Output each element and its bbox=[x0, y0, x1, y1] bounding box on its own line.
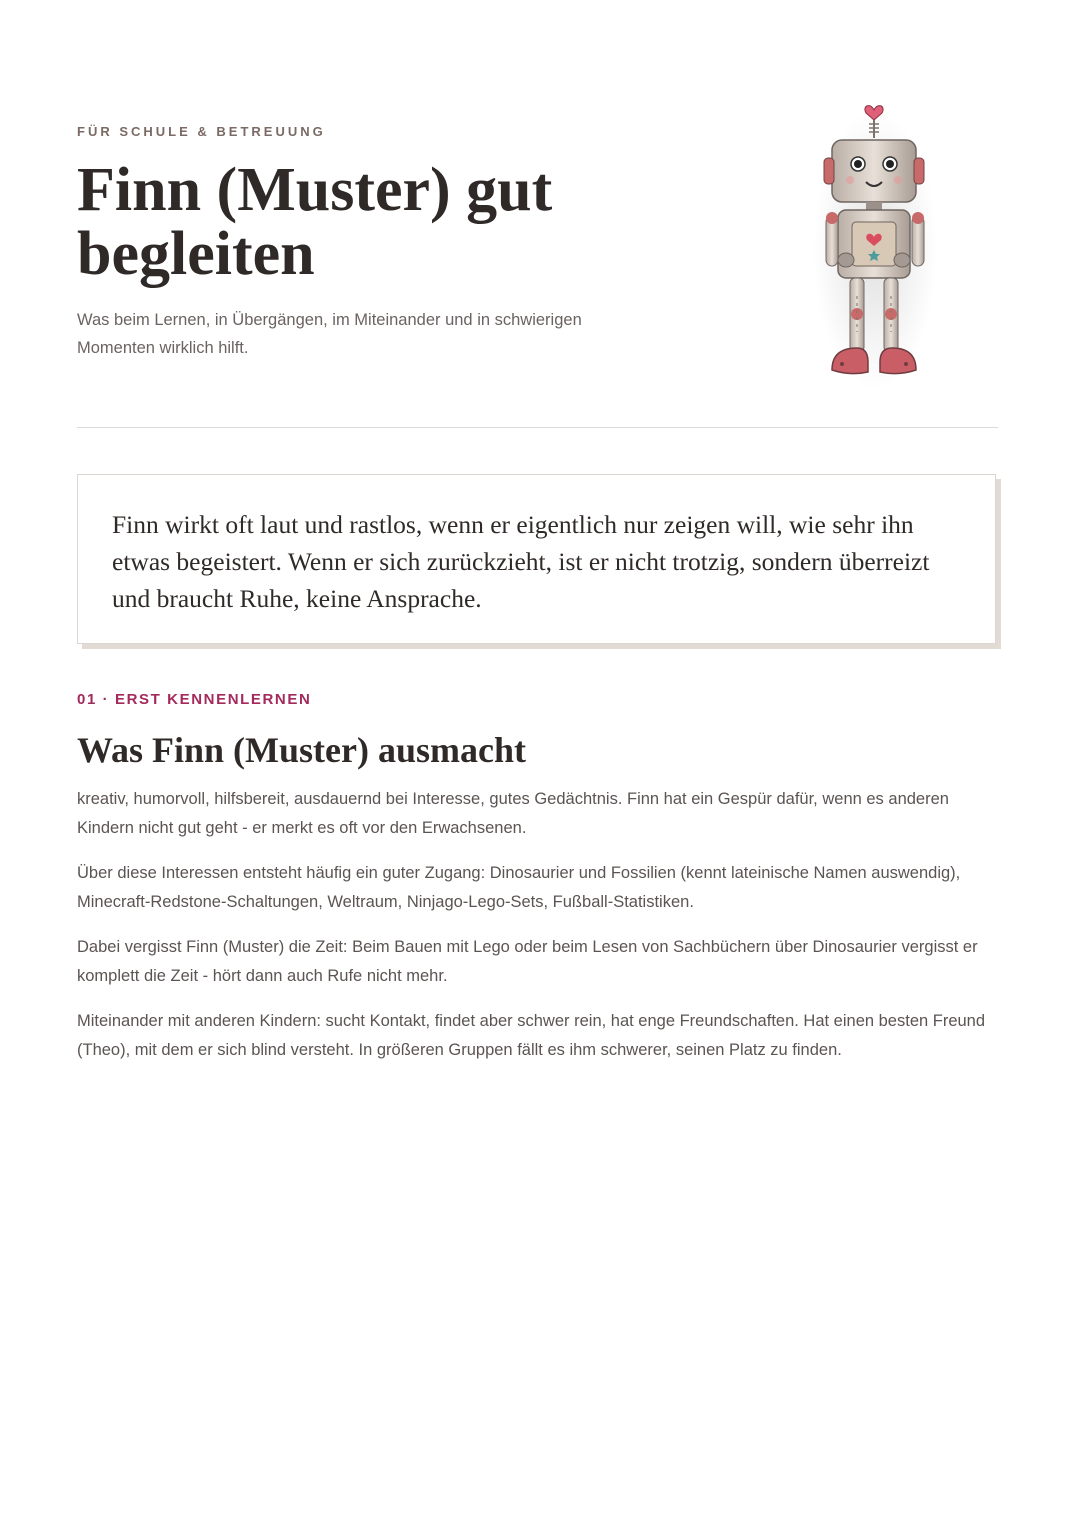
section-title: Was Finn (Muster) ausmacht bbox=[77, 730, 526, 770]
eyebrow-label: FÜR SCHULE & BETREUUNG bbox=[77, 124, 326, 139]
paragraph: kreativ, humorvoll, hilfsbereit, ausdauernd bei Interesse, gutes Gedächtnis. Finn hat ein Gespür dafür, wenn es anderen Kindern nicht gut geht - er merkt es oft vor den Erwachsenen. bbox=[77, 790, 949, 837]
page-subtitle: Was beim Lernen, in Übergängen, im Miteinander und in schwierigen Momenten wirklich hilft. bbox=[77, 311, 582, 357]
paragraph: Dabei vergisst Finn (Muster) die Zeit: Beim Bauen mit Lego oder beim Lesen von Sachbüchern über Dinosaurier vergisst er komplett die Zeit - hört dann auch Rufe nicht mehr. bbox=[77, 938, 978, 985]
section-body bbox=[77, 785, 992, 1081]
paragraph: Miteinander mit anderen Kindern: sucht Kontakt, findet aber schwer rein, hat enge Freundschaften. Hat einen besten Freund (Theo), mit dem er sich blind versteht. In größeren Gruppen fällt es ihm schwerer, seinen Platz zu finden. bbox=[77, 1012, 986, 1059]
robot-illustration bbox=[810, 100, 940, 390]
section-kicker: 01 · ERST KENNENLERNEN bbox=[77, 691, 312, 708]
page-title: Finn (Muster) gut begleiten bbox=[77, 156, 553, 288]
quote-text: Finn wirkt oft laut und rastlos, wenn er eigentlich nur zeigen will, wie sehr ihn etwas begeistert. Wenn er sich zurückzieht, ist er nicht trotzig, sondern überreizt und braucht Ruhe, keine Ansprache. bbox=[112, 510, 930, 613]
quote-callout bbox=[77, 474, 996, 644]
header-divider bbox=[77, 427, 998, 428]
paragraph: Über diese Interessen entsteht häufig ein guter Zugang: Dinosaurier und Fossilien (kennt lateinische Namen auswendig), Minecraft-Redstone-Schaltungen, Weltraum, Ninjago-Lego-Sets, Fußball-Statistiken. bbox=[77, 864, 961, 911]
